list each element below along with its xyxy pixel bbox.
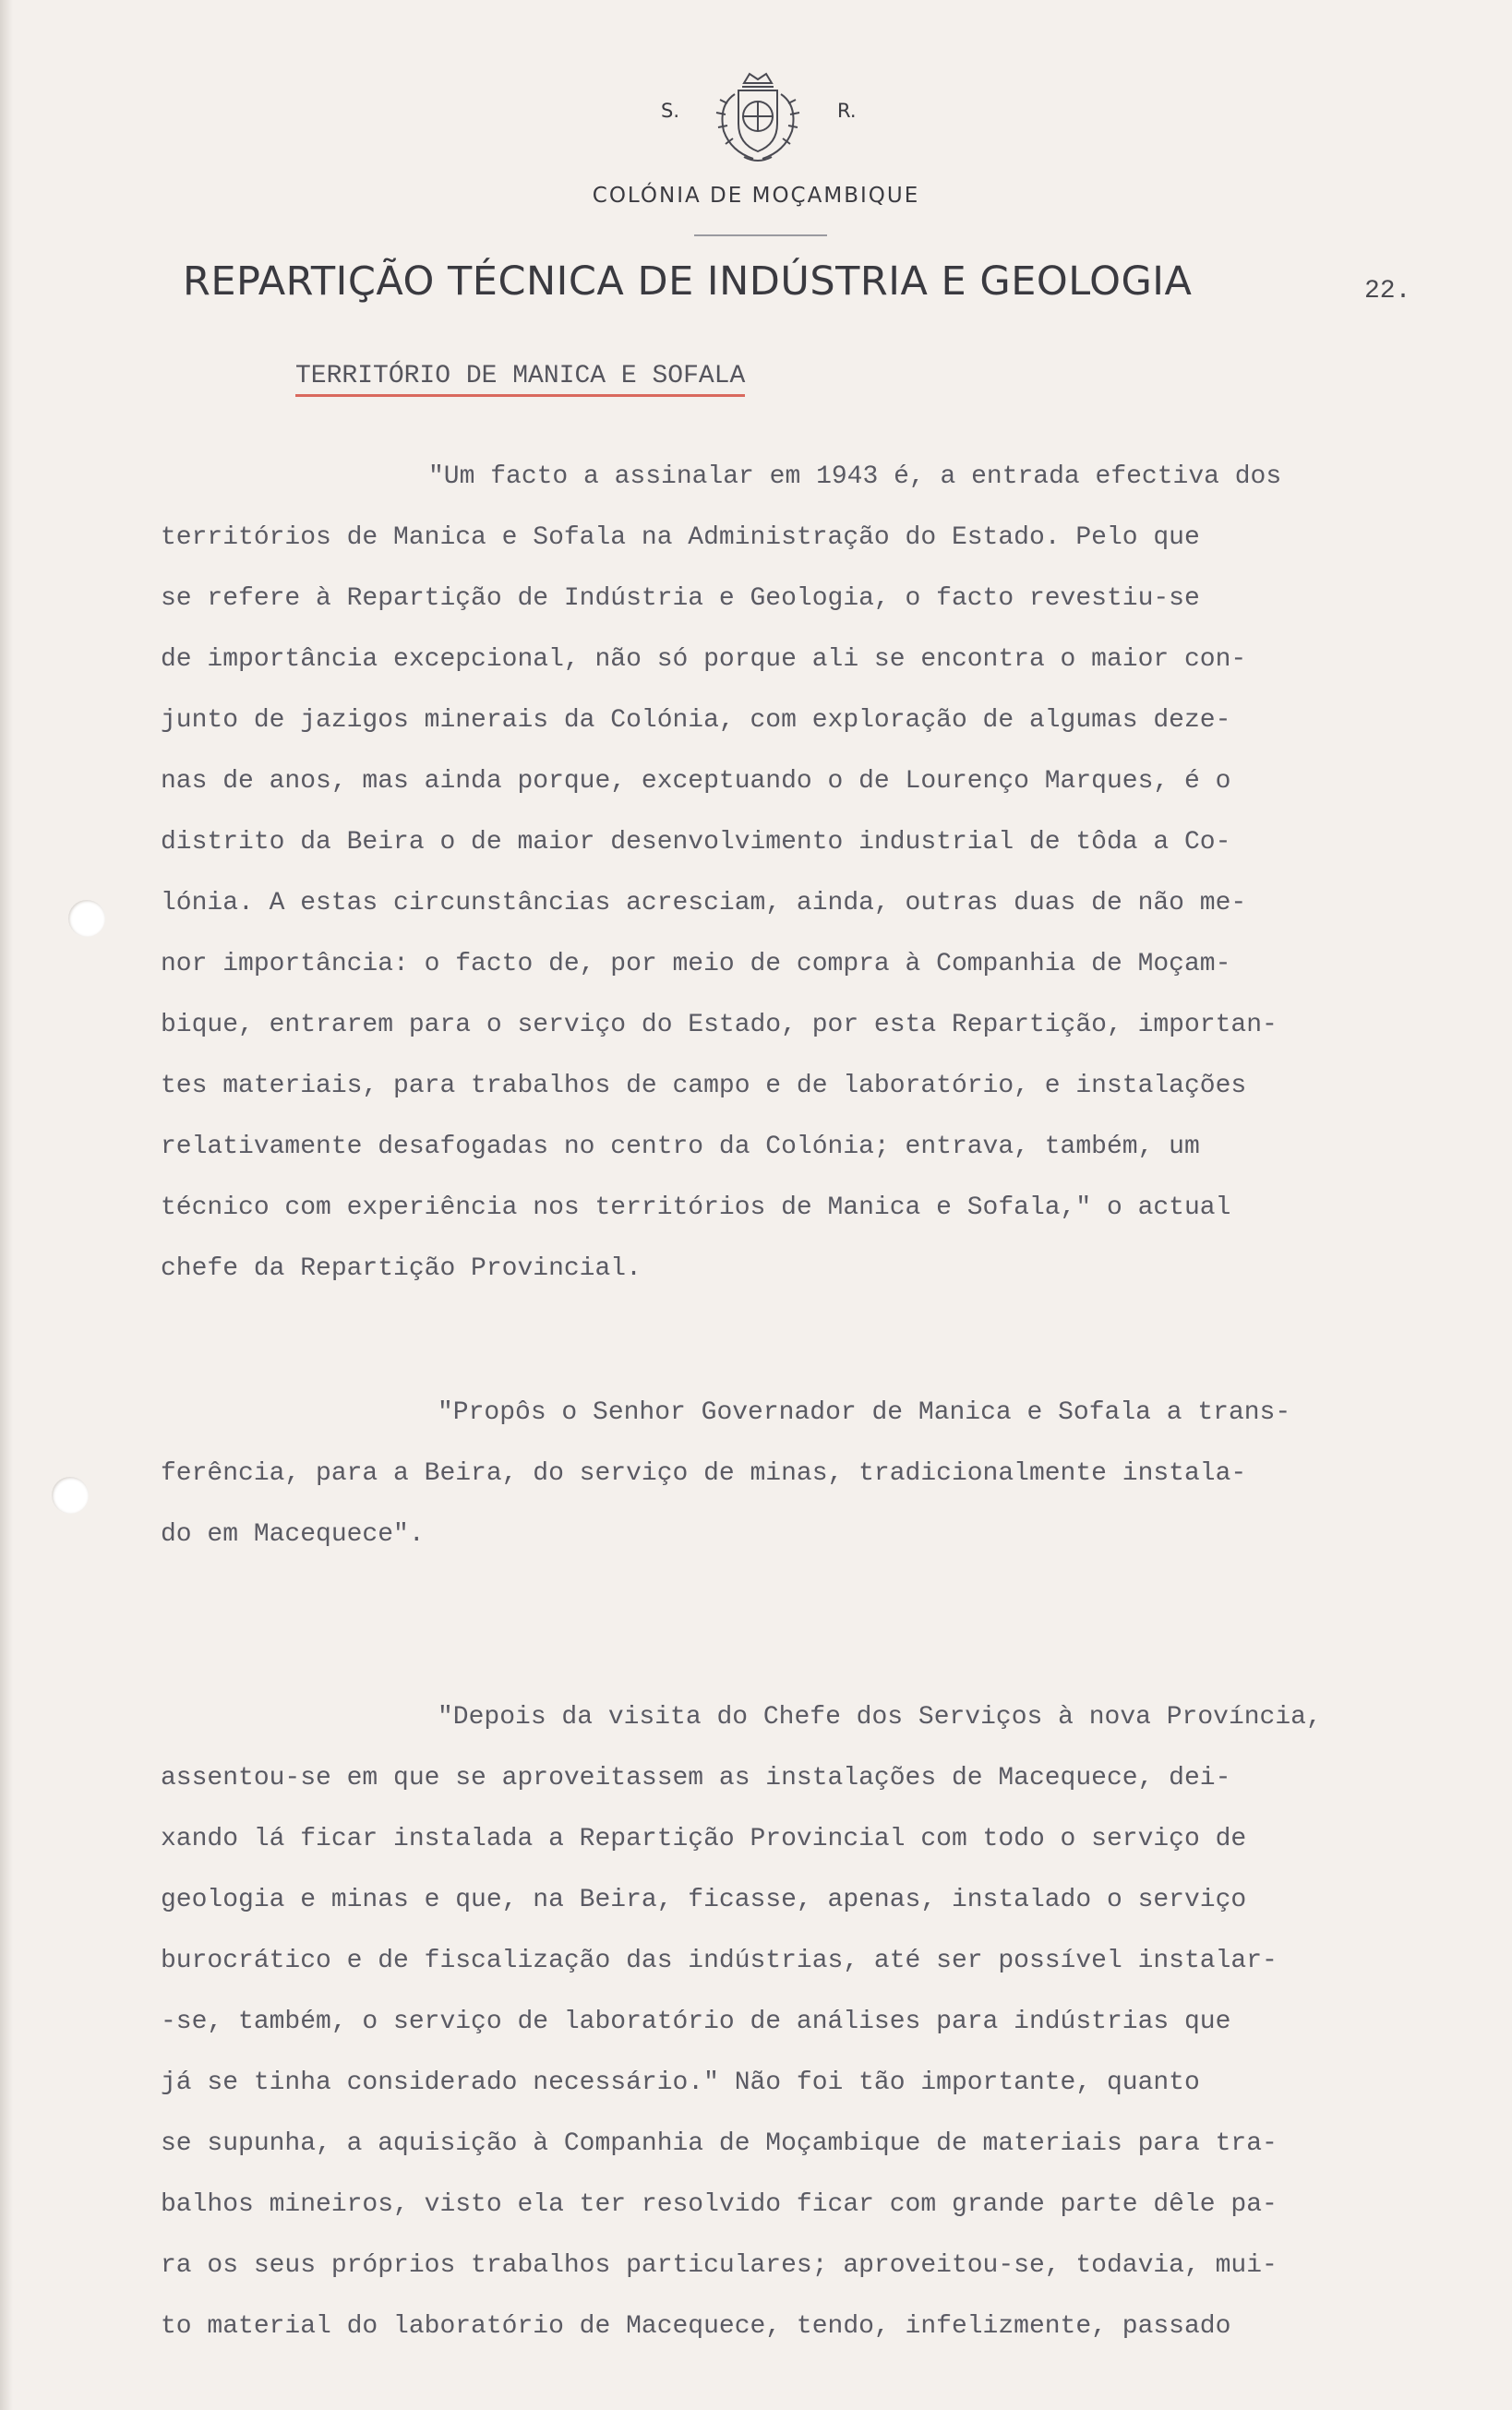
text-line: geologia e minas e que, na Beira, ficasse, apenas, instalado o serviço <box>161 1886 1247 1914</box>
punch-hole <box>68 900 105 937</box>
letterhead-r: R. <box>837 100 857 122</box>
text-line: nas de anos, mas ainda porque, exceptuando o de Lourenço Marques, é o <box>161 767 1231 796</box>
text-line: "Depois da visita do Chefe dos Serviços à nova Província, <box>438 1703 1322 1732</box>
page-edge-shadow <box>0 0 13 2410</box>
text-line: junto de jazigos minerais da Colónia, com exploração de algumas deze- <box>161 706 1231 735</box>
text-line: bique, entrarem para o serviço do Estado, por esta Repartição, importan- <box>161 1011 1278 1039</box>
text-line: lónia. A estas circunstâncias acresciam, ainda, outras duas de não me- <box>161 889 1247 917</box>
text-line: xando lá ficar instalada a Repartição Provincial com todo o serviço de <box>161 1825 1247 1853</box>
paragraph <box>161 447 1490 1300</box>
paragraph <box>161 1383 1490 1565</box>
text-line: técnico com experiência nos territórios de Manica e Sofala," o actual <box>161 1193 1231 1222</box>
text-line: assentou-se em que se aproveitassem as instalações de Macequece, dei- <box>161 1764 1231 1793</box>
colony-name: COLÓNIA DE MOÇAMBIQUE <box>592 184 920 208</box>
department-title: REPARTIÇÃO TÉCNICA DE INDÚSTRIA E GEOLOGIA <box>183 258 1193 305</box>
text-line: to material do laboratório de Macequece, tendo, infelizmente, passado <box>161 2312 1231 2341</box>
punch-hole <box>52 1477 89 1514</box>
text-line: "Propôs o Senhor Governador de Manica e Sofala a trans- <box>438 1398 1291 1427</box>
text-line: de importância excepcional, não só porque ali se encontra o maior con- <box>161 645 1247 674</box>
divider <box>694 234 827 236</box>
text-line: chefe da Repartição Provincial. <box>161 1254 642 1283</box>
paragraph <box>161 1687 1490 2357</box>
text-line: burocrático e de fiscalização das indústrias, até ser possível instalar- <box>161 1947 1278 1975</box>
letterhead-s: S. <box>661 100 680 122</box>
coat-of-arms-icon <box>707 66 809 168</box>
text-line: territórios de Manica e Sofala na Administração do Estado. Pelo que <box>161 523 1200 552</box>
text-line: -se, também, o serviço de laboratório de análises para indústrias que <box>161 2008 1231 2036</box>
text-line: do em Macequece". <box>161 1520 425 1549</box>
text-line: já se tinha considerado necessário." Não foi tão importante, quanto <box>161 2068 1200 2097</box>
text-line: balhos mineiros, visto ela ter resolvido ficar com grande parte dêle pa- <box>161 2190 1278 2219</box>
page-number: 22. <box>1364 277 1411 306</box>
text-line: "Um facto a assinalar em 1943 é, a entrada efectiva dos <box>428 462 1282 491</box>
text-line: se refere à Repartição de Indústria e Geologia, o facto revestiu-se <box>161 584 1200 613</box>
text-line: distrito da Beira o de maior desenvolvimento industrial de tôda a Co- <box>161 828 1231 857</box>
text-line: ra os seus próprios trabalhos particulares; aproveitou-se, todavia, mui- <box>161 2251 1278 2280</box>
text-line: tes materiais, para trabalhos de campo e de laboratório, e instalações <box>161 1072 1247 1100</box>
text-line: relativamente desafogadas no centro da Colónia; entrava, também, um <box>161 1133 1200 1161</box>
section-heading: TERRITÓRIO DE MANICA E SOFALA <box>295 362 745 397</box>
text-line: se supunha, a aquisição à Companhia de Moçambique de materiais para tra- <box>161 2129 1278 2158</box>
text-line: nor importância: o facto de, por meio de compra à Companhia de Moçam- <box>161 950 1231 978</box>
text-line: ferência, para a Beira, do serviço de minas, tradicionalmente instala- <box>161 1459 1247 1488</box>
